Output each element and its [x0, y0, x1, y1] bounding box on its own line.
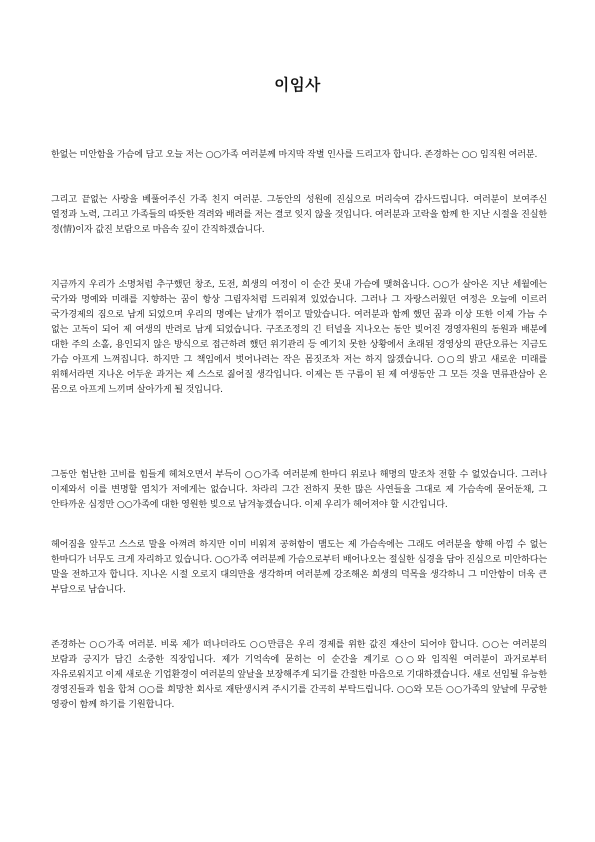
paragraph-3: 지금까지 우리가 소명처럼 추구했던 창조, 도전, 희생의 여정이 이 순간 못내 가슴에 맺혀옵니다. ○○가 살아온 지난 세월에는 국가와 명예와 미래를 지향하는 꿈이 항상 그림자처럼 드리워져 있었습니다. 그러나 그 자랑스러웠던 여정은 오늘에 이르러 국가경제의 짐으로 남게 되었으며 우리의 명예는 날개가 꺾이고 말았습니다. 여러분과 함께 했던 꿈과 이상 또한 이제 가늠 수 없는 고독이 되어 제 여생의 반려로 남게 되었습니다. 구조조정의 긴 터널을 지나오는 동안 빚어진 경영자원의 동원과 배분에 대한 주의 소홀, 용인되지 않은 방식으로 접근하려 했던 위기관리 등 예기치 못한 상황에서 초래된 경영상의 판단오류는 지금도 가슴 아프게 느껴집니다. 하지만 그 책임에서 벗어나려는 작은 몸짓조차 저는 하지 않겠습니다. ○○의 밝고 새로운 미래를 위해서라면 지나온 어두운 과거는 제 스스로 짊어질 생각입니다. 이제는 뜬 구름이 된 제 여생동안 그 모든 것을 면류관삼아 온 몸으로 아프게 느끼며 살아가게 될 것입니다. — [51, 280, 547, 395]
paragraph-6: 존경하는 ○○가족 여러분. 비록 제가 떠나더라도 ○○만큼은 우리 경제를 위한 값진 재산이 되어야 합니다. ○○는 여러분의 보람과 긍지가 담긴 소중한 직장입니다. 제가 기억속에 묻히는 이 순간을 계기로 ○○와 임직원 여러분이 과거로부터 자유로워지고 이제 새로운 기업환경이 여러분의 앞날을 보장해주게 되기를 간절한 마음으로 기대하겠습니다. 새로 선임될 유능한 경영진들과 힘을 합쳐 ○○를 희망찬 회사로 재탄생시켜 주시기를 간곡히 부탁드립니다. ○○와 모든 ○○가족의 앞날에 무궁한 영광이 함께 하기를 기원합니다. — [51, 640, 548, 710]
paragraph-1: 한없는 미안함을 가슴에 담고 오늘 저는 ○○가족 여러분께 마지막 작별 인사를 드리고자 합니다. 존경하는 ○○ 임직원 여러분. — [51, 150, 538, 160]
paragraph-4: 그동안 험난한 고비를 힘들게 헤쳐오면서 부득이 ○○가족 여러분께 한마디 위로나 해명의 말조차 전할 수 없었습니다. 그러나 이제와서 이를 변명할 염치가 저에게는 없습니다. 차라리 그간 전하지 못한 많은 사연들을 그대로 제 가슴속에 묻어둔채, 그 안타까운 심정만 ○○가족에 대한 영원한 빚으로 남겨놓겠습니다. 이제 우리가 헤어져야 할 시간입니다. — [51, 470, 547, 510]
paragraph-5: 헤어짐을 앞두고 스스로 말을 아껴려 하지만 이미 비워져 공허함이 맴도는 제 가슴속에는 그래도 여러분을 향해 아낌 수 없는 한마디가 너무도 크게 자리하고 있습니다. ○○가족 여러분께 가슴으로부터 배어나오는 절실한 심경을 담아 진심으로 미안하다는 말을 전하고자 합니다. 지나온 시절 오로지 대의만을 생각하며 여러분께 강조해온 희생의 덕목을 생각하니 그 미안함이 더욱 큰 부담으로 남습니다. — [51, 540, 547, 595]
paragraph-2: 그리고 끝없는 사랑을 베풀어주신 가족 친지 여러분. 그동안의 성원에 진심으로 머리숙여 감사드립니다. 여러분이 보여주신 열정과 노력, 그리고 가족들의 따뜻한 격려와 배려를 저는 결코 잊지 않을 것입니다. 여러분과 고락을 함께 한 지난 시절을 진실한 정(情)이자 값진 보람으로 마음속 깊이 간직하겠습니다. — [51, 195, 547, 235]
document-title: 이임사 — [274, 76, 321, 94]
